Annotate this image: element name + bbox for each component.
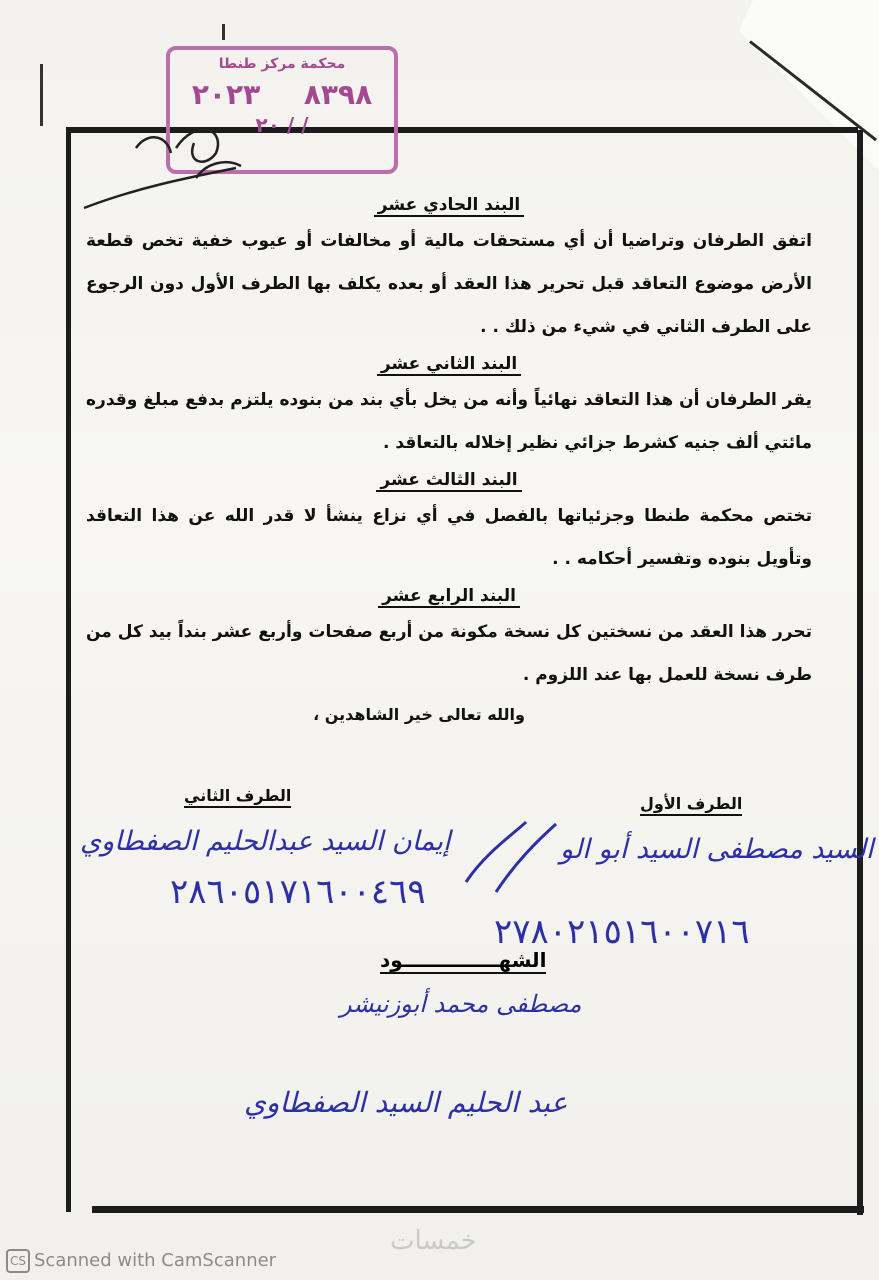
- frame-border-bottom: [92, 1206, 864, 1213]
- stamp-court-name: محكمة مركز طنطا: [218, 56, 346, 72]
- scanner-watermark: [0, 1242, 879, 1280]
- camscanner-icon: CS: [6, 1249, 30, 1273]
- clause-text: تختص محكمة طنطا وجزئياتها بالفصل في أي نزاع ينشأ لا قدر الله عن هذا التعاقد وتأويل بنوده وتفسير أحكامه . .: [86, 506, 812, 569]
- second-party-label: الطرف الثاني: [184, 786, 291, 808]
- first-witness-signature: مصطفى محمد أبوزنيشر: [340, 990, 582, 1018]
- frame-border-left: [66, 130, 71, 1212]
- stamp-number-row: [170, 78, 394, 111]
- brand-watermark: خمسات: [390, 1226, 477, 1256]
- clause-text: تحرر هذا العقد من نسختين كل نسخة مكونة من أربع صفحات وأربع عشر بنداً بيد كل من طرف نسخة للعمل بها عند اللزوم .: [86, 622, 812, 685]
- clause-13: [86, 465, 812, 581]
- scanner-text: Scanned with CamScanner: [34, 1250, 277, 1271]
- clause-text: يقر الطرفان أن هذا التعاقد نهائياً وأنه من يخل بأي بند من بنوده يلتزم بدفع مبلغ وقدره مائتي ألف جنيه كشرط جزائي نظير إخلاله بالتعاقد .: [86, 390, 812, 453]
- first-party-id: ٢٧٨٠٢١٥١٦٠٠٧١٦: [494, 912, 750, 952]
- first-party-signature-mark: [456, 812, 566, 902]
- stamp-date: ٢٠ / /: [255, 113, 309, 137]
- second-witness-signature: عبد الحليم السيد الصفطاوي: [244, 1086, 568, 1119]
- clause-14: [86, 581, 812, 697]
- clause-title: البند الحادي عشر: [86, 190, 812, 220]
- contract-body: [86, 190, 812, 724]
- stamp-number: ٨٣٩٨: [303, 78, 373, 111]
- clause-title: البند الثالث عشر: [86, 465, 812, 495]
- second-party-id: ٢٨٦٠٥١٧١٦٠٠٤٦٩: [170, 872, 426, 912]
- first-party-name: السيد مصطفى السيد أبو الو: [560, 834, 874, 865]
- clause-title: البند الرابع عشر: [86, 581, 812, 611]
- second-party-name: إيمان السيد عبدالحليم الصفطاوي: [80, 826, 451, 857]
- clause-11: [86, 190, 812, 349]
- stamp-year: ٢٠٢٣: [191, 78, 261, 111]
- margin-mark-top: [222, 24, 225, 40]
- frame-border-right: [857, 130, 863, 1215]
- clause-12: [86, 349, 812, 465]
- witnesses-label: الشهــــــــــــــود: [380, 948, 547, 972]
- margin-mark: [40, 64, 43, 126]
- closing-phrase: والله تعالى خير الشاهدين ،: [313, 705, 525, 724]
- clause-text: اتفق الطرفان وتراضيا أن أي مستحقات مالية أو مخالفات أو عيوب خفية تخص قطعة الأرض موضوع التعاقد قبل تحرير هذا العقد أو بعده يكلف بها الطرف الأول دون الرجوع على الطرف الثاني في شيء من ذلك . .: [86, 231, 812, 337]
- clause-title: البند الثاني عشر: [86, 349, 812, 379]
- first-party-label: الطرف الأول: [640, 794, 742, 816]
